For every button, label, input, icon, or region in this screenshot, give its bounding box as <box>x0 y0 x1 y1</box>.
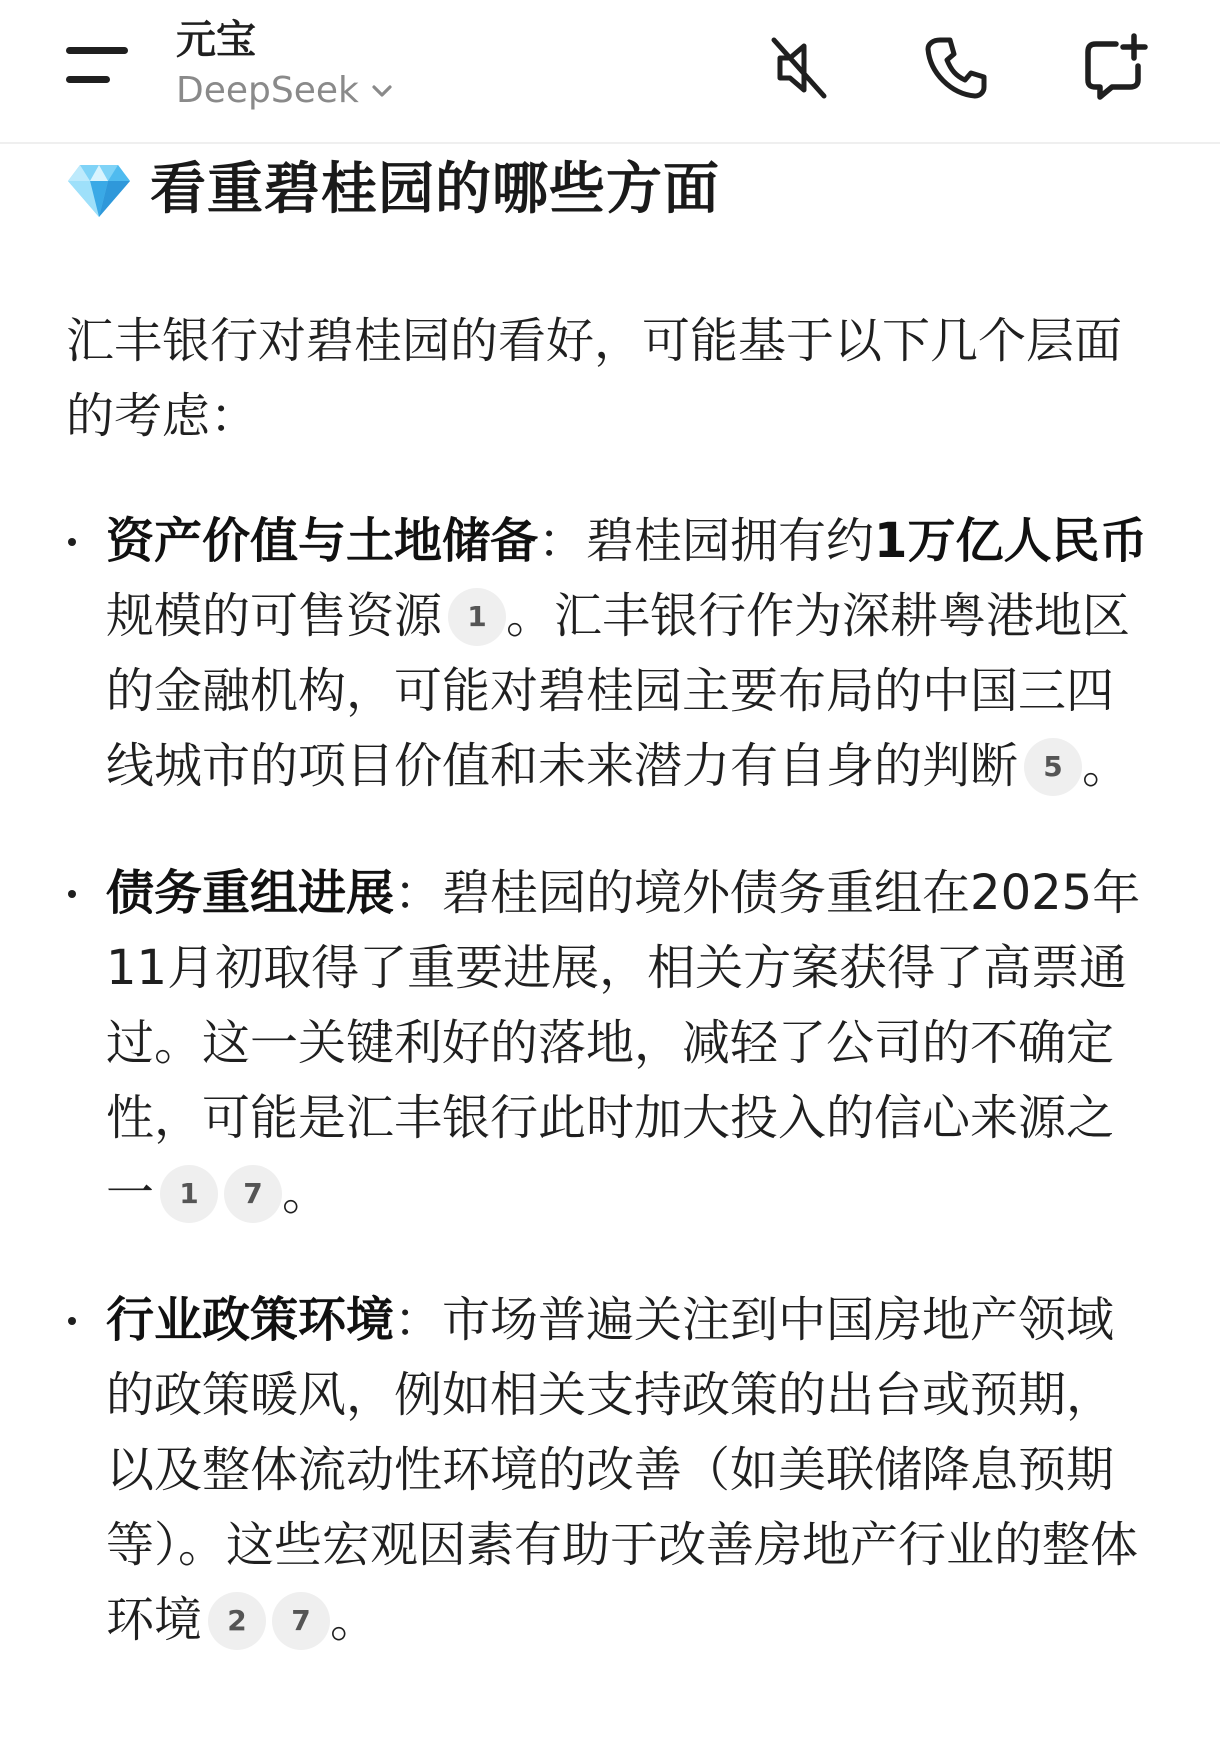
new-chat-icon <box>1076 30 1152 106</box>
bullet-title: 行业政策环境 <box>106 1292 395 1348</box>
list-item: 债务重组进展：碧桂园的境外债务重组在2025年11月初取得了重要进展，相关方案获得了高票通过。这一关键利好的落地，减轻了公司的不确定性，可能是汇丰银行此时加大投入的信心来源之一 1 7 。 <box>66 856 1156 1231</box>
mute-button[interactable] <box>756 26 840 110</box>
citation-badge[interactable]: 7 <box>224 1165 282 1223</box>
model-label: DeepSeek <box>176 70 359 111</box>
citation-badge[interactable]: 5 <box>1024 738 1082 796</box>
intro-paragraph: 汇丰银行对碧桂园的看好，可能基于以下几个层面的考虑： <box>66 313 1123 444</box>
new-chat-button[interactable] <box>1072 26 1156 110</box>
top-bar <box>0 0 1220 144</box>
menu-button[interactable] <box>60 40 136 96</box>
model-selector[interactable] <box>176 66 395 116</box>
list-item: 行业政策环境：市场普遍关注到中国房地产领域的政策暖风，例如相关支持政策的出台或预期，以及整体流动性环境的改善（如美联储降息预期等）。这些宏观因素有助于改善房地产行业的整体环境 2 7 。 <box>66 1283 1156 1658</box>
citation-badge[interactable]: 2 <box>208 1592 266 1650</box>
speaker-muted-icon <box>760 30 836 106</box>
bullet-title: 债务重组进展 <box>106 865 395 921</box>
app-title: 元宝 <box>176 17 256 63</box>
citation-badge[interactable]: 1 <box>160 1165 218 1223</box>
section-heading <box>66 150 720 230</box>
phone-icon <box>918 30 994 106</box>
heading-text: 看重碧桂园的哪些方面 <box>150 157 720 222</box>
chevron-down-icon <box>369 78 395 104</box>
title-block <box>176 14 395 116</box>
bullet-title: 资产价值与土地储备 <box>106 513 539 569</box>
list-item: 资产价值与土地储备：碧桂园拥有约1万亿人民币规模的可售资源 1 。汇丰银行作为深耕粤港地区的金融机构，可能对碧桂园主要布局的中国三四线城市的项目价值和未来潜力有自身的判断 5 。 <box>66 504 1156 804</box>
menu-icon <box>66 47 128 54</box>
citation-badge[interactable]: 1 <box>448 588 506 646</box>
bullet-list <box>66 504 1156 1710</box>
citation-badge[interactable]: 7 <box>272 1592 330 1650</box>
call-button[interactable] <box>914 26 998 110</box>
gem-icon <box>66 161 132 219</box>
